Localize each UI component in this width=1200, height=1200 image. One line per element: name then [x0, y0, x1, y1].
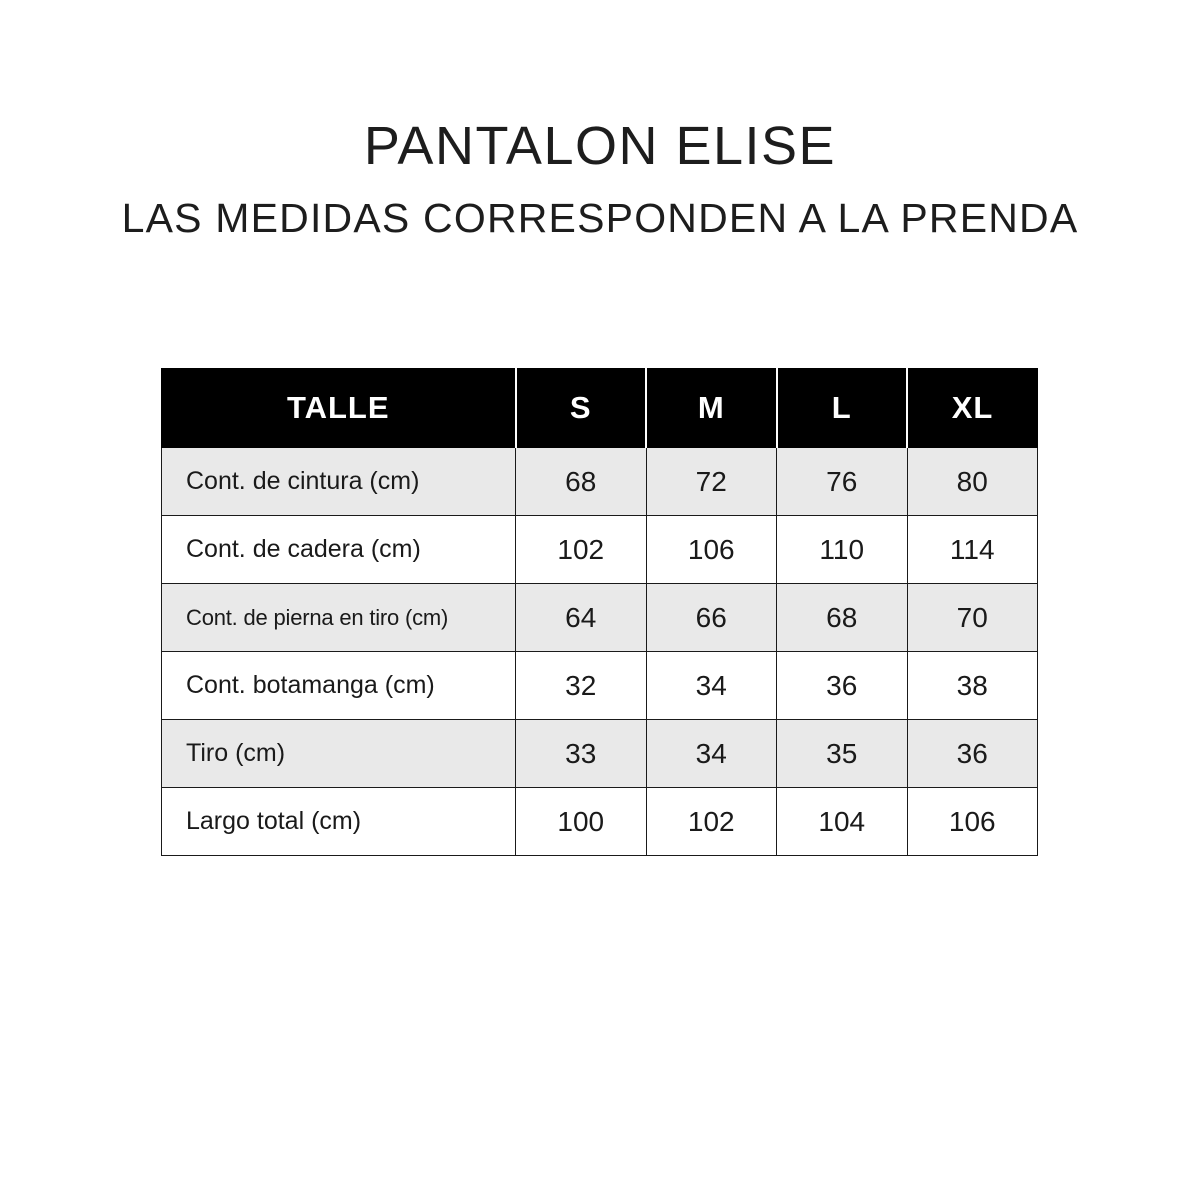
- row-label: Largo total (cm): [162, 788, 516, 856]
- cell-value: 114: [907, 516, 1038, 584]
- cell-value: 32: [516, 652, 647, 720]
- column-header-s: S: [516, 369, 647, 448]
- cell-value: 100: [516, 788, 647, 856]
- cell-value: 72: [646, 448, 777, 516]
- cell-value: 106: [907, 788, 1038, 856]
- cell-value: 34: [646, 720, 777, 788]
- cell-value: 76: [777, 448, 908, 516]
- table-row: [162, 584, 1038, 652]
- table-row: [162, 516, 1038, 584]
- cell-value: 102: [646, 788, 777, 856]
- page-subtitle: LAS MEDIDAS CORRESPONDEN A LA PRENDA: [121, 194, 1079, 241]
- table-row: [162, 448, 1038, 516]
- column-header-talle: TALLE: [162, 369, 516, 448]
- page-title: PANTALON ELISE: [363, 116, 837, 176]
- cell-value: 68: [777, 584, 908, 652]
- cell-value: 110: [777, 516, 908, 584]
- cell-value: 70: [907, 584, 1038, 652]
- table-row: [162, 720, 1038, 788]
- cell-value: 33: [516, 720, 647, 788]
- cell-value: 106: [646, 516, 777, 584]
- cell-value: 34: [646, 652, 777, 720]
- row-label: Cont. botamanga (cm): [162, 652, 516, 720]
- cell-value: 36: [777, 652, 908, 720]
- cell-value: 66: [646, 584, 777, 652]
- table-body: [162, 448, 1038, 856]
- cell-value: 36: [907, 720, 1038, 788]
- table-row: [162, 788, 1038, 856]
- row-label: Cont. de pierna en tiro (cm): [162, 584, 516, 652]
- size-table: [161, 368, 1038, 856]
- row-label: Tiro (cm): [162, 720, 516, 788]
- column-header-xl: XL: [907, 369, 1038, 448]
- column-header-l: L: [777, 369, 908, 448]
- table-header-row: [162, 369, 1038, 448]
- cell-value: 104: [777, 788, 908, 856]
- table-header: [162, 369, 1038, 448]
- cell-value: 102: [516, 516, 647, 584]
- cell-value: 38: [907, 652, 1038, 720]
- size-table-container: [161, 368, 1037, 856]
- row-label: Cont. de cadera (cm): [162, 516, 516, 584]
- cell-value: 80: [907, 448, 1038, 516]
- row-label: Cont. de cintura (cm): [162, 448, 516, 516]
- cell-value: 35: [777, 720, 908, 788]
- column-header-m: M: [646, 369, 777, 448]
- cell-value: 64: [516, 584, 647, 652]
- cell-value: 68: [516, 448, 647, 516]
- table-row: [162, 652, 1038, 720]
